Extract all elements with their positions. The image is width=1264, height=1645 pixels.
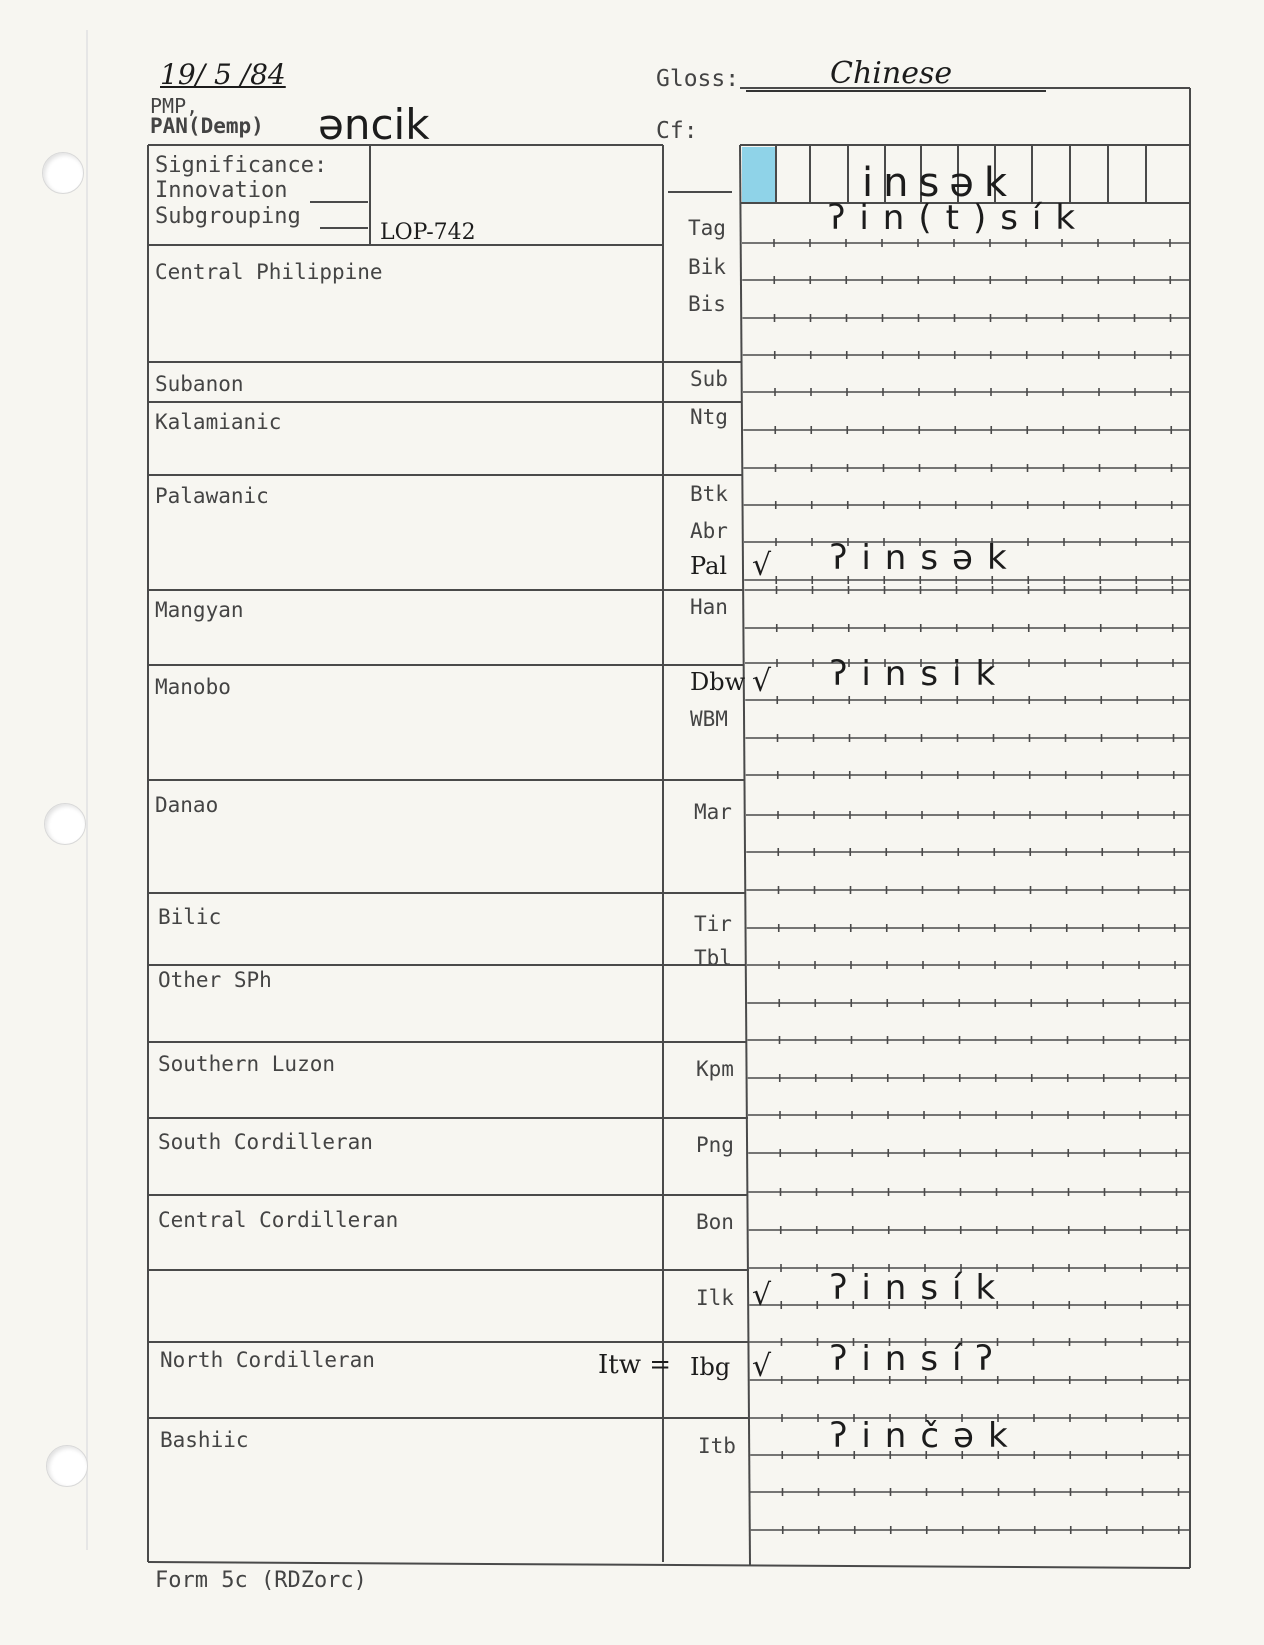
top-entry-form: insǝk [862, 160, 1018, 206]
reference-number: LOP-742 [380, 220, 476, 245]
language-code: Sub [690, 367, 728, 391]
cognate-form: ʔinsík [830, 1268, 1010, 1308]
group-label: Central Philippine [155, 260, 383, 284]
cognate-form: ʔinsǝk [830, 538, 1021, 578]
group-label: Kalamianic [155, 410, 282, 434]
group-label: South Cordilleran [158, 1130, 373, 1154]
proto-label-pan: PAN(Demp) [150, 114, 264, 138]
language-code: Bon [696, 1210, 734, 1234]
checkmark: √ [752, 1349, 772, 1384]
gloss-value: Chinese [830, 56, 953, 91]
cognate-form: ʔinčǝk [830, 1416, 1022, 1456]
language-code: Tbl [694, 946, 732, 970]
group-label: Manobo [155, 675, 231, 699]
subgrouping-label: Subgrouping [155, 204, 301, 229]
language-code: Tag [688, 216, 726, 240]
cognate-form: ʔinsik [830, 654, 1010, 694]
language-code: Pal [690, 552, 728, 580]
language-code: Bik [688, 255, 726, 279]
form-footer: Form 5c (RDZorc) [155, 1568, 367, 1593]
language-code: Dbw [690, 668, 746, 696]
group-label: Bilic [158, 905, 222, 929]
language-code: Han [690, 595, 728, 619]
language-code: Abr [690, 519, 728, 543]
language-code: Bis [688, 292, 726, 316]
cognate-form: ʔin(t)sík [828, 198, 1090, 238]
group-label: Subanon [155, 372, 244, 396]
language-code: Itb [698, 1434, 736, 1458]
proto-label-pmp: PMP, [150, 94, 199, 118]
significance-title: Significance: [155, 153, 328, 178]
language-code: Ibg [690, 1353, 731, 1381]
group-label: Other SPh [158, 968, 272, 992]
cf-label: Cf: [656, 118, 698, 144]
group-label: Mangyan [155, 598, 244, 622]
language-code: Ilk [696, 1286, 734, 1310]
language-code: Tir [694, 912, 732, 936]
innovation-label: Innovation [155, 178, 288, 203]
checkmark: √ [752, 1278, 772, 1313]
group-label: North Cordilleran [160, 1348, 375, 1372]
language-code: Kpm [696, 1057, 734, 1081]
group-label: Central Cordilleran [158, 1208, 399, 1232]
language-code: Ntg [690, 405, 728, 429]
language-code: Btk [690, 482, 728, 506]
proto-form: ǝncik [318, 100, 430, 149]
language-code: Mar [694, 800, 732, 824]
group-label: Palawanic [155, 484, 269, 508]
language-code: WBM [690, 707, 728, 731]
checkmark: √ [752, 548, 772, 583]
form-date: 19/ 5 /84 [160, 58, 286, 91]
language-code: Png [696, 1133, 734, 1157]
itw-note: Itw = [598, 1350, 672, 1380]
group-label: Southern Luzon [158, 1052, 336, 1076]
gloss-label: Gloss: [656, 66, 740, 92]
cognate-form: ʔinsíʔ [830, 1339, 1007, 1379]
checkmark: √ [752, 664, 772, 699]
group-label: Bashiic [160, 1428, 249, 1452]
group-label: Danao [155, 793, 219, 817]
